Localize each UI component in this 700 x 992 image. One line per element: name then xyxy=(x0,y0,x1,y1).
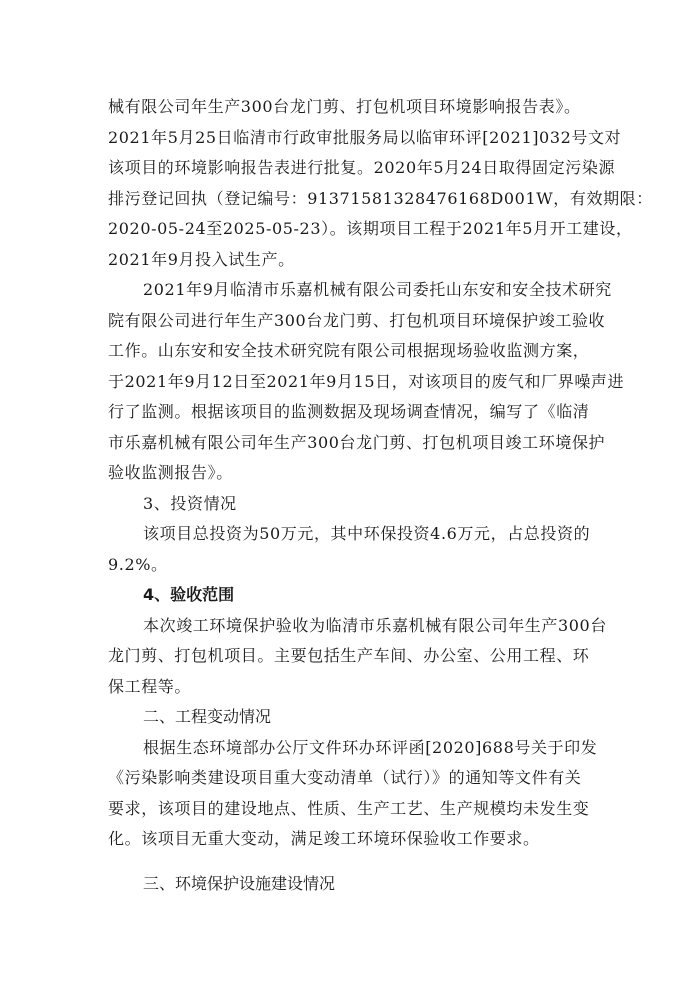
text-line: 验收监测报告》。 xyxy=(108,463,233,482)
text-line: 排污登记回执（登记编号：91371581328476168D001W，有效期限： xyxy=(108,188,653,208)
text-line: 械有限公司年生产300台龙门剪、打包机项目环境影响报告表》。 xyxy=(108,97,581,116)
section-project-changes xyxy=(108,702,598,855)
paragraph-project-history xyxy=(108,92,653,275)
section-env-facilities xyxy=(108,869,594,900)
section-acceptance-scope xyxy=(108,580,607,702)
text-line: 该项目总投资为50万元，其中环保投资4.6万元，占总投资的 xyxy=(143,524,591,543)
text-line: 行了监测。根据该项目的监测数据及现场调查情况，编写了《临清 xyxy=(108,402,590,421)
section-heading: 3、投资情况 xyxy=(143,493,237,513)
text-line: 要求，该项目的建设地点、性质、生产工艺、生产规模均未发生变 xyxy=(108,798,590,818)
text-line: 保工程等。 xyxy=(108,676,192,696)
text-line: 2020-05-24至2025-05-23）。该期项目工程于2021年5月开工建设， xyxy=(108,219,633,238)
text-line: 工作。山东安和安全技术研究院有限公司根据现场验收监测方案， xyxy=(108,341,590,360)
text-line: 《污染影响类建设项目重大变动清单（试行）》的通知等文件有关 xyxy=(108,768,582,787)
text-line: 本次竣工环境保护验收为临清市乐嘉机械有限公司年生产300台 xyxy=(143,615,607,635)
text-line: 化。该项目无重大变动，满足竣工环境环保验收工作要求。 xyxy=(108,829,540,848)
text-line: 该项目的环境影响报告表进行批复。2020年5月24日取得固定污染源 xyxy=(108,158,616,177)
text-line: 2021年5月25日临清市行政审批服务局以临审环评[2021]032号文对 xyxy=(108,127,622,147)
text-line: 2021年9月临清市乐嘉机械有限公司委托山东安和安全技术研究 xyxy=(143,280,612,299)
section-heading: 4、验收范围 xyxy=(143,585,235,604)
text-line: 于2021年9月12日至2021年9月15日，对该项目的废气和厂界噪声进 xyxy=(108,371,625,391)
text-line: 根据生态环境部办公厅文件环办环评函[2020]688号关于印发 xyxy=(143,737,598,757)
section-heading: 二、工程变动情况 xyxy=(143,707,272,726)
text-line: 9.2%。 xyxy=(108,554,168,574)
text-line: 市乐嘉机械有限公司年生产300台龙门剪、打包机项目竣工环境保护 xyxy=(108,432,606,452)
section-heading: 三、环境保护设施建设情况 xyxy=(143,873,336,893)
text-line: 院有限公司进行年生产300台龙门剪、打包机项目环境保护竣工验收 xyxy=(108,310,606,330)
text-line: 2021年9月投入试生产。 xyxy=(108,249,295,269)
paragraph-acceptance-monitoring xyxy=(108,275,625,489)
section-investment xyxy=(108,489,594,581)
text-line: 龙门剪、打包机项目。主要包括生产车间、办公室、公用工程、环 xyxy=(108,646,590,665)
